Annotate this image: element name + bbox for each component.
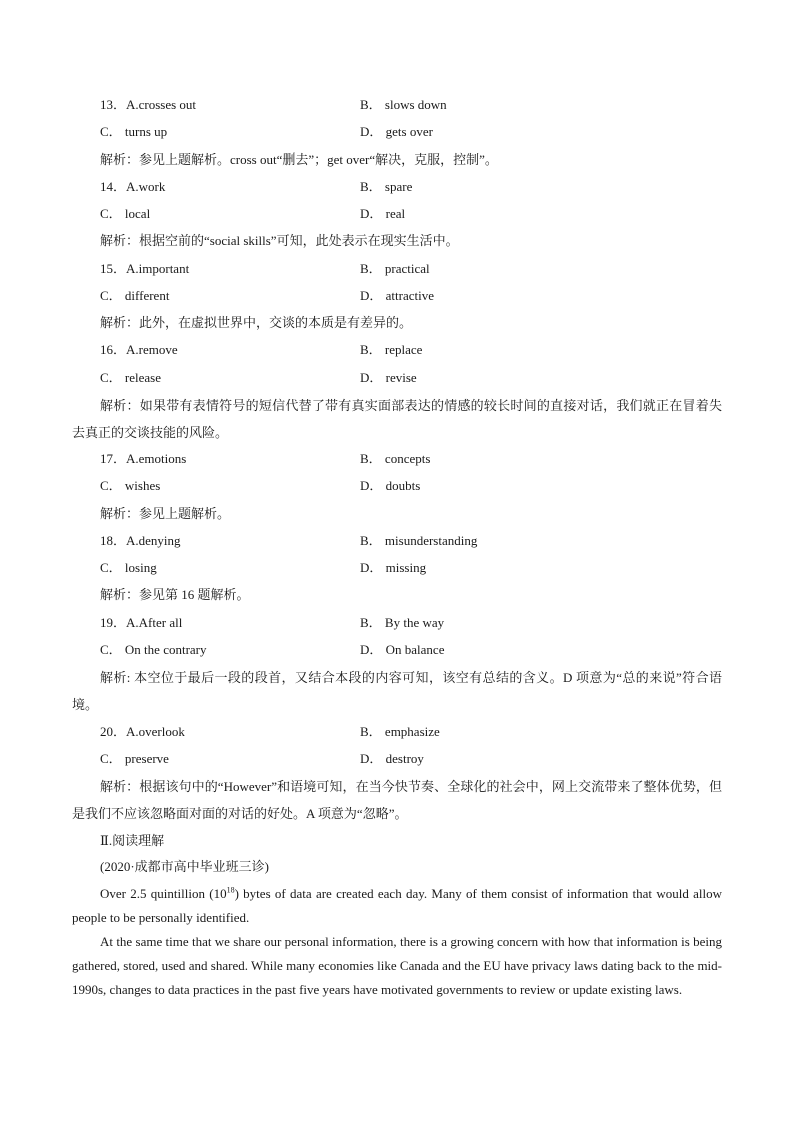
passage-source: (2020·成都市高中毕业班三诊) bbox=[100, 859, 269, 874]
q20-option-b: B． emphasize bbox=[360, 724, 440, 739]
q15-explanation: 解析：此外，在虚拟世界中，交谈的本质是有差异的。 bbox=[100, 315, 413, 330]
passage-paragraph-2: At the same time that we share our personal information, there is a growing concern with how that information is being gathered, stored, used and shared. While many economies like Canada and the EU have privacy laws dating back to the mid-1990s, changes to data practices in the past five years have motivated governments to review or update existing laws. bbox=[72, 934, 722, 997]
q16-explanation: 解析：如果带有表情符号的短信代替了带有真实面部表达的情感的较长时间的直接对话，我们就正在冒着失去真正的交谈技能的风险。 bbox=[72, 398, 722, 440]
passage-p1-end: ) bytes of data are created each day. Many of them consist of information that would allow people to be personally identified. bbox=[72, 886, 722, 925]
q16-option-a: 16．A.remove bbox=[100, 342, 178, 357]
q20-option-c: C． preserve bbox=[100, 751, 169, 766]
q20-explanation: 解析：根据该句中的“However”和语境可知，在当今快节奏、全球化的社会中，网上交流带来了整体优势，但是我们不应该忽略面对面的对话的好处。A 项意为“忽略”。 bbox=[72, 779, 722, 821]
passage-p1-start: Over 2.5 quintillion (10 bbox=[100, 886, 227, 901]
q19-option-a: 19．A.After all bbox=[100, 615, 183, 630]
q13-option-d: D． gets over bbox=[360, 124, 433, 139]
passage-paragraph-1 bbox=[72, 882, 722, 930]
q14-option-a: 14．A.work bbox=[100, 179, 166, 194]
q14-explanation: 解析：根据空前的“social skills”可知，此处表示在现实生活中。 bbox=[100, 233, 459, 248]
q18-explanation: 解析：参见第 16 题解析。 bbox=[100, 587, 250, 602]
section-title: Ⅱ.阅读理解 bbox=[100, 833, 165, 848]
q14-option-d: D． real bbox=[360, 206, 406, 221]
q18-option-a: 18．A.denying bbox=[100, 533, 181, 548]
passage-p1-exponent: 18 bbox=[226, 885, 235, 895]
q17-option-c: C． wishes bbox=[100, 478, 161, 493]
q19-option-c: C． On the contrary bbox=[100, 642, 207, 657]
q18-option-b: B． misunderstanding bbox=[360, 533, 478, 548]
q18-option-c: C． losing bbox=[100, 560, 157, 575]
q16-option-b: B． replace bbox=[360, 342, 423, 357]
q13-option-b: B． slows down bbox=[360, 97, 447, 112]
q17-option-b: B． concepts bbox=[360, 451, 431, 466]
q19-explanation: 解析: 本空位于最后一段的段首，又结合本段的内容可知，该空有总结的含义。D 项意为“总的来说”符合语境。 bbox=[72, 670, 722, 712]
q17-option-a: 17．A.emotions bbox=[100, 451, 187, 466]
q17-option-d: D． doubts bbox=[360, 478, 421, 493]
q14-option-b: B． spare bbox=[360, 179, 413, 194]
q16-option-d: D． revise bbox=[360, 370, 417, 385]
q13-explanation: 解析：参见上题解析。cross out“删去”；get over“解决，克服，控制”。 bbox=[100, 152, 498, 167]
q20-option-a: 20．A.overlook bbox=[100, 724, 185, 739]
q18-option-d: D． missing bbox=[360, 560, 427, 575]
q20-option-d: D． destroy bbox=[360, 751, 424, 766]
q19-option-d: D． On balance bbox=[360, 642, 445, 657]
q15-option-a: 15．A.important bbox=[100, 261, 190, 276]
q15-option-b: B． practical bbox=[360, 261, 430, 276]
q15-option-c: C． different bbox=[100, 288, 170, 303]
q13-option-a: 13．A.crosses out bbox=[100, 97, 197, 112]
q15-option-d: D． attractive bbox=[360, 288, 434, 303]
q14-option-c: C． local bbox=[100, 206, 151, 221]
q13-option-c: C． turns up bbox=[100, 124, 168, 139]
q19-option-b: B． By the way bbox=[360, 615, 445, 630]
q17-explanation: 解析：参见上题解析。 bbox=[100, 506, 231, 521]
q16-option-c: C． release bbox=[100, 370, 162, 385]
